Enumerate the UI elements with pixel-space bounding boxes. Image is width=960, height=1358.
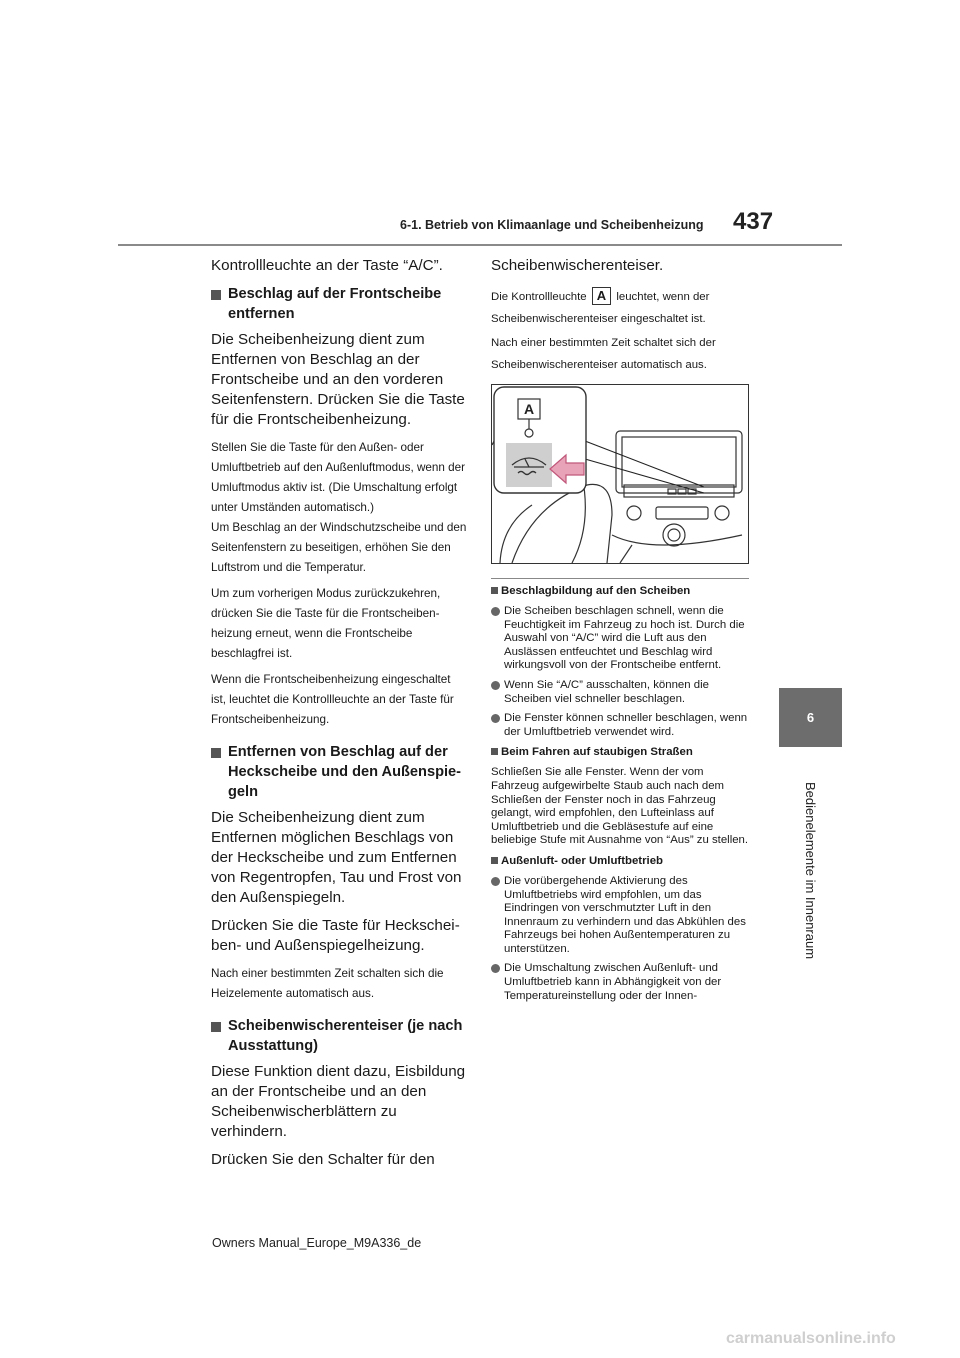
note: Stellen Sie die Taste für den Außen- oder Umluftbetrieb auf den Außenluftmodus, wenn der Umluftmodus aktiv ist. (Die Umschaltung erfolgt unter Umständen automatisch.): [211, 441, 466, 514]
dashboard-drawing: [492, 385, 748, 563]
heading-text: Außenluft- oder Umluftbetrieb: [501, 854, 663, 867]
paragraph: Die Scheibenheizung dient zum Entfernen möglichen Beschlags von der Heckscheibe und zum Entfernen von Regentropfen, Tau und Frost von den Außenspiegeln.: [211, 809, 462, 906]
subheading-air-mode: [491, 854, 749, 869]
chapter-title: Bedienelemente im Innenraum: [803, 782, 818, 960]
bullet-text: Wenn Sie “A/C” ausschalten, können die Scheiben viel schneller beschlagen.: [504, 678, 709, 705]
square-bullet-icon: [211, 290, 221, 300]
heading-text: Beschlagbildung auf den Scheiben: [501, 585, 691, 597]
chapter-number: 6: [806, 710, 815, 725]
section-heading-wiper-deicer: [211, 1016, 467, 1056]
paragraph: Schließen Sie alle Fenster. Wenn der vom Fahrzeug aufgewirbelte Staub auch nach dem Schließen der Fenster noch in das Fahrzeug gelangt, wird empfohlen, den Lufteinlass auf Umluftbetrieb und die Gebläsestufe auf eine beliebige Stufe mit Ausnahme von “Aus” zu stellen.: [491, 766, 749, 847]
note: Nach einer bestimmten Zeit schaltet sich der Scheibenwischerenteiser automatisch aus.: [491, 337, 716, 371]
heading-text: Beim Fahren auf staubigen Straßen: [501, 746, 693, 759]
bullet-item: [491, 712, 749, 739]
watermark: carmanualsonline.info: [726, 1330, 896, 1347]
square-bullet-icon: [211, 1022, 221, 1032]
section-header-title: 6-1. Betrieb von Klimaanlage und Scheibenheizung: [400, 218, 704, 232]
bullet-text: Die vorübergehende Aktivierung des Umluftbetriebs wird empfohlen, um das Eindringen von verschmutzter Luft in den Innenraum zu verhindern und das Abkühlen des Fahrzeugs bei hohen Außentemperaturen zu unterstützen.: [504, 874, 746, 955]
round-bullet-icon: [491, 964, 500, 973]
section-heading-front-defog: [211, 284, 467, 324]
square-bullet-icon: [211, 748, 221, 758]
note: Wenn die Frontscheibenheizung eingeschaltet ist, leuchtet die Kontrollleuchte an der Taste für Frontscheibenheizung.: [211, 673, 454, 726]
paragraph: Die Scheibenheizung dient zum Entfernen von Beschlag an der Frontscheibe und an den vorderen Seitenfenstern. Drücken Sie die Taste für die Frontscheibenheizung.: [211, 331, 465, 428]
bullet-item: [491, 679, 749, 706]
paragraph: Diese Funktion dient dazu, Eisbildung an der Frontscheibe und an den Scheibenwischerblättern zu verhindern.: [211, 1063, 466, 1140]
square-bullet-icon: [491, 857, 498, 864]
bullet-item: [491, 875, 749, 957]
paragraph: Drücken Sie die Taste für Heckscheiben- und Außenspiegelheizung.: [211, 917, 460, 954]
heading-text: Scheibenwischerenteiser (je nach Ausstattung): [228, 1018, 463, 1054]
right-column: [491, 256, 749, 1009]
callout-label: A: [592, 287, 611, 305]
square-bullet-icon: [491, 748, 498, 755]
chapter-tab: [779, 688, 842, 747]
section-heading-rear-defog: [211, 742, 467, 802]
note: [491, 286, 749, 330]
note-text: leuchtet, wenn der Scheibenwischerenteiser eingeschaltet ist.: [491, 291, 710, 325]
figure-callout-label: A: [523, 401, 535, 417]
note: Nach einer bestimmten Zeit schalten sich die Heizelemente automatisch aus.: [211, 967, 444, 1000]
round-bullet-icon: [491, 607, 500, 616]
bullet-text: Die Scheiben beschlagen schnell, wenn die Feuchtigkeit im Fahrzeug zu hoch ist. Durch die Auswahl von “A/C” wird die Luft aus den Auslässen entfeuchtet und Beschlag wird wirkungsvoll von der Frontscheibe entfernt.: [504, 605, 745, 672]
bullet-text: Die Umschaltung zwischen Außenluft- und Umluftbetrieb kann in Abhängigkeit von der Temperatureinstellung oder der Innen-: [504, 962, 722, 1002]
heading-text: Entfernen von Beschlag auf der Heckscheibe und den Außenspiegeln: [228, 744, 462, 800]
subheading-dusty-roads: [491, 745, 749, 760]
paragraph: Scheibenwischerenteiser.: [491, 257, 664, 274]
intro-text: Kontrollleuchte an der Taste “A/C”.: [211, 257, 443, 274]
page-number: 437: [733, 208, 774, 235]
round-bullet-icon: [491, 877, 500, 886]
left-column: [211, 256, 467, 1178]
header-divider: [118, 244, 842, 246]
bullet-item: [491, 605, 749, 673]
square-bullet-icon: [491, 587, 498, 594]
paragraph: Drücken Sie den Schalter für den: [211, 1151, 435, 1168]
round-bullet-icon: [491, 714, 500, 723]
dashboard-illustration: [491, 384, 749, 564]
round-bullet-icon: [491, 681, 500, 690]
subheading-fogging: [491, 584, 749, 599]
note: Um Beschlag an der Windschutzscheibe und den Seitenfenstern zu beseitigen, erhöhen Sie den Luftstrom und die Temperatur.: [211, 521, 467, 574]
bullet-item: [491, 962, 749, 1003]
heading-text: Beschlag auf der Frontscheibe entfernen: [228, 286, 442, 322]
note: Um zum vorherigen Modus zurückzukehren, drücken Sie die Taste für die Frontscheibenheizung erneut, wenn die Frontscheibe beschlagfrei ist.: [211, 587, 441, 660]
footer-manual-id: Owners Manual_Europe_M9A336_de: [212, 1236, 422, 1250]
note-text: Die Kontrollleuchte: [491, 291, 587, 303]
divider: [491, 578, 749, 579]
bullet-text: Die Fenster können schneller beschlagen, wenn der Umluftbetrieb verwendet wird.: [504, 712, 748, 738]
